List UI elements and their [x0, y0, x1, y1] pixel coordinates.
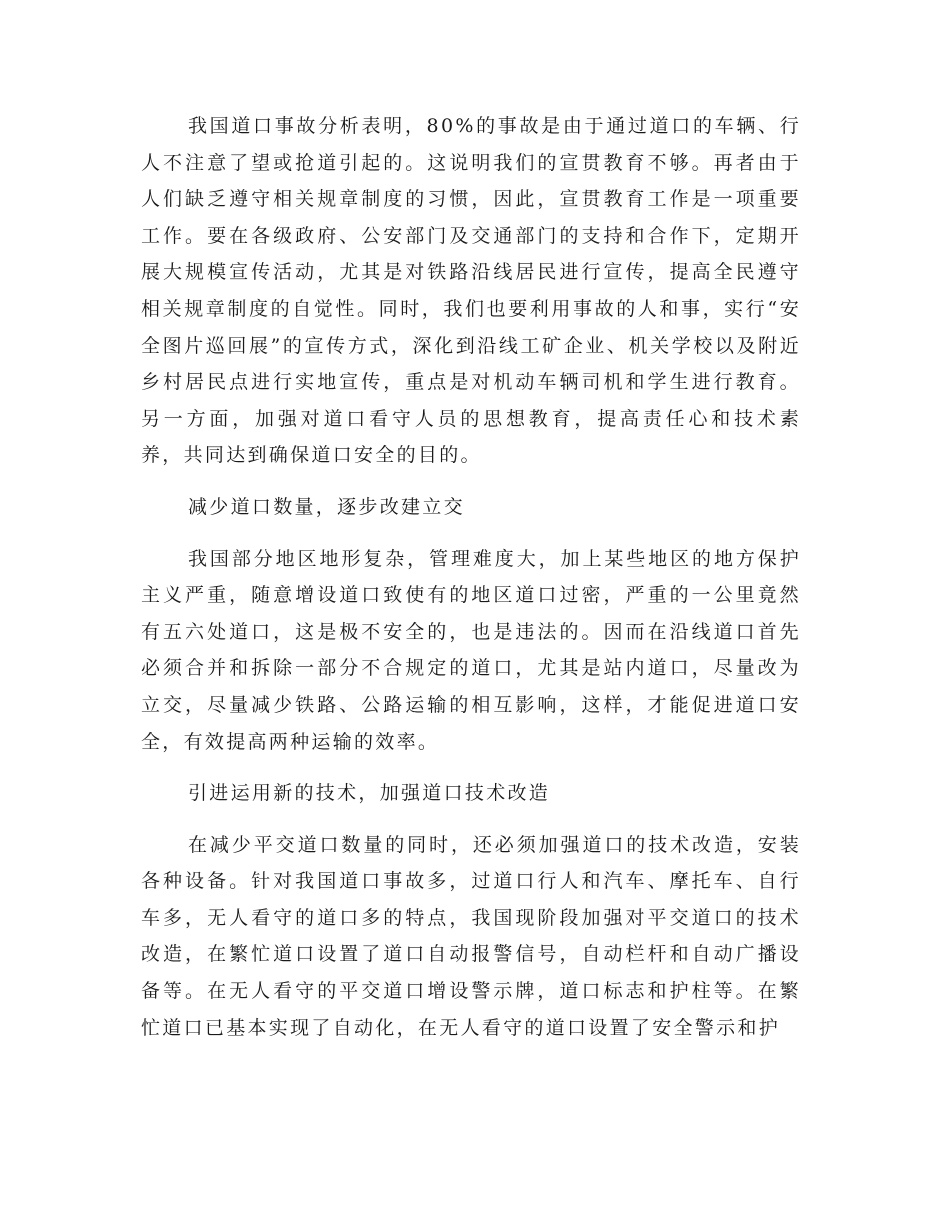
paragraph-safety-education: 我国道口事故分析表明，80%的事故是由于通过道口的车辆、行人不注意了望或抢道引起的。这说明我们的宣贯教育不够。再者由于人们缺乏遵守相关规章制度的习惯，因此，宣贯教育工作是一项重要工作。要在各级政府、公安部门及交通部门的支持和合作下，定期开展大规模宣传活动，尤其是对铁路沿线居民进行宣传，提高全民遵守相关规章制度的自觉性。同时，我们也要利用事故的人和事，实行“安全图片巡回展”的宣传方式，深化到沿线工矿企业、机关学校以及附近乡村居民点进行实地宣传，重点是对机动车辆司机和学生进行教育。另一方面，加强对道口看守人员的思想教育，提高责任心和技术素养，共同达到确保道口安全的目的。 [141, 115, 801, 467]
paragraph-technical-upgrade: 在减少平交道口数量的同时，还必须加强道口的技术改造，安装各种设备。针对我国道口事故多，过道口行人和汽车、摩托车、自行车多，无人看守的道口多的特点，我国现阶段加强对平交道口的技术改造，在繁忙道口设置了道口自动报警信号，自动栏杆和自动广播设备等。在无人看守的平交道口增设警示牌，道口标志和护柱等。在繁忙道口已基本实现了自动化，在无人看守的道口设置了安全警示和护 [141, 833, 801, 1039]
section-heading-reduce-crossings: 减少道口数量，逐步改建立交 [188, 495, 465, 518]
document-body [141, 108, 801, 1061]
section-heading-new-technology: 引进运用新的技术，加强道口技术改造 [188, 782, 551, 805]
paragraph-reduce-crossings: 我国部分地区地形复杂，管理难度大，加上某些地区的地方保护主义严重，随意增设道口致使有的地区道口过密，严重的一公里竟然有五六处道口，这是极不安全的，也是违法的。因而在沿线道口首先必须合并和拆除一部分不合规定的道口，尤其是站内道口，尽量改为立交，尽量减少铁路、公路运输的相互影响，这样，才能促进道口安全，有效提高两种运输的效率。 [141, 547, 801, 753]
